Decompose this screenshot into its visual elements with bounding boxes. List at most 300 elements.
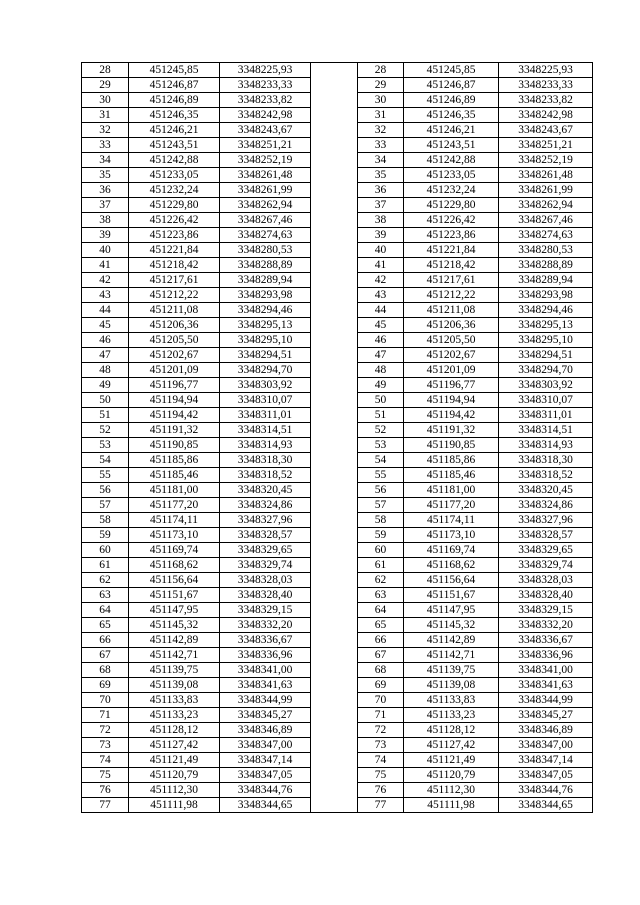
table-row (82, 258, 593, 273)
right-y-coordinate-cell: 3348311,01 (499, 408, 593, 423)
table-row (82, 453, 593, 468)
left-point-number-cell: 36 (82, 183, 129, 198)
table-row (82, 348, 593, 363)
table-row (82, 513, 593, 528)
left-x-coordinate-cell: 451211,08 (129, 303, 220, 318)
right-y-coordinate-cell: 3348314,93 (499, 438, 593, 453)
right-x-coordinate-cell: 451139,75 (404, 663, 499, 678)
column-gap (311, 588, 358, 603)
right-x-coordinate-cell: 451133,23 (404, 708, 499, 723)
left-y-coordinate-cell: 3348346,89 (220, 723, 311, 738)
left-y-coordinate-cell: 3348318,30 (220, 453, 311, 468)
left-point-number-cell: 62 (82, 573, 129, 588)
left-x-coordinate-cell: 451169,74 (129, 543, 220, 558)
right-y-coordinate-cell: 3348294,51 (499, 348, 593, 363)
right-y-coordinate-cell: 3348346,89 (499, 723, 593, 738)
table-row (82, 468, 593, 483)
right-y-coordinate-cell: 3348310,07 (499, 393, 593, 408)
left-point-number-cell: 28 (82, 63, 129, 78)
left-point-number-cell: 45 (82, 318, 129, 333)
column-gap (311, 333, 358, 348)
left-point-number-cell: 30 (82, 93, 129, 108)
left-point-number-cell: 33 (82, 138, 129, 153)
right-y-coordinate-cell: 3348336,67 (499, 633, 593, 648)
left-point-number-cell: 29 (82, 78, 129, 93)
table-row (82, 273, 593, 288)
table-row (82, 738, 593, 753)
table-row (82, 108, 593, 123)
table-row (82, 708, 593, 723)
left-y-coordinate-cell: 3348274,63 (220, 228, 311, 243)
right-y-coordinate-cell: 3348243,67 (499, 123, 593, 138)
left-x-coordinate-cell: 451111,98 (129, 798, 220, 813)
column-gap (311, 558, 358, 573)
left-point-number-cell: 51 (82, 408, 129, 423)
right-x-coordinate-cell: 451246,21 (404, 123, 499, 138)
right-x-coordinate-cell: 451147,95 (404, 603, 499, 618)
right-y-coordinate-cell: 3348294,70 (499, 363, 593, 378)
left-y-coordinate-cell: 3348294,46 (220, 303, 311, 318)
left-point-number-cell: 35 (82, 168, 129, 183)
right-point-number-cell: 61 (358, 558, 404, 573)
right-y-coordinate-cell: 3348344,99 (499, 693, 593, 708)
right-y-coordinate-cell: 3348320,45 (499, 483, 593, 498)
right-y-coordinate-cell: 3348261,48 (499, 168, 593, 183)
table-row (82, 423, 593, 438)
right-point-number-cell: 37 (358, 198, 404, 213)
right-x-coordinate-cell: 451218,42 (404, 258, 499, 273)
left-point-number-cell: 42 (82, 273, 129, 288)
column-gap (311, 168, 358, 183)
column-gap (311, 378, 358, 393)
left-x-coordinate-cell: 451133,83 (129, 693, 220, 708)
column-gap (311, 663, 358, 678)
right-y-coordinate-cell: 3348336,96 (499, 648, 593, 663)
left-x-coordinate-cell: 451127,42 (129, 738, 220, 753)
right-y-coordinate-cell: 3348332,20 (499, 618, 593, 633)
left-x-coordinate-cell: 451196,77 (129, 378, 220, 393)
right-y-coordinate-cell: 3348294,46 (499, 303, 593, 318)
table-row (82, 528, 593, 543)
left-y-coordinate-cell: 3348329,15 (220, 603, 311, 618)
left-point-number-cell: 32 (82, 123, 129, 138)
right-x-coordinate-cell: 451190,85 (404, 438, 499, 453)
right-point-number-cell: 63 (358, 588, 404, 603)
table-row (82, 573, 593, 588)
left-x-coordinate-cell: 451194,94 (129, 393, 220, 408)
left-y-coordinate-cell: 3348280,53 (220, 243, 311, 258)
left-point-number-cell: 34 (82, 153, 129, 168)
left-point-number-cell: 66 (82, 633, 129, 648)
left-point-number-cell: 67 (82, 648, 129, 663)
right-point-number-cell: 54 (358, 453, 404, 468)
left-x-coordinate-cell: 451194,42 (129, 408, 220, 423)
right-point-number-cell: 32 (358, 123, 404, 138)
left-x-coordinate-cell: 451242,88 (129, 153, 220, 168)
table-row (82, 633, 593, 648)
right-y-coordinate-cell: 3348344,65 (499, 798, 593, 813)
right-point-number-cell: 77 (358, 798, 404, 813)
column-gap (311, 123, 358, 138)
left-y-coordinate-cell: 3348336,96 (220, 648, 311, 663)
left-y-coordinate-cell: 3348327,96 (220, 513, 311, 528)
left-y-coordinate-cell: 3348242,98 (220, 108, 311, 123)
left-point-number-cell: 43 (82, 288, 129, 303)
left-y-coordinate-cell: 3348344,65 (220, 798, 311, 813)
right-point-number-cell: 74 (358, 753, 404, 768)
right-y-coordinate-cell: 3348347,14 (499, 753, 593, 768)
left-y-coordinate-cell: 3348314,93 (220, 438, 311, 453)
right-point-number-cell: 64 (358, 603, 404, 618)
left-x-coordinate-cell: 451145,32 (129, 618, 220, 633)
column-gap (311, 783, 358, 798)
column-gap (311, 633, 358, 648)
left-x-coordinate-cell: 451212,22 (129, 288, 220, 303)
table-row (82, 678, 593, 693)
right-x-coordinate-cell: 451212,22 (404, 288, 499, 303)
left-x-coordinate-cell: 451223,86 (129, 228, 220, 243)
left-point-number-cell: 54 (82, 453, 129, 468)
table-row (82, 648, 593, 663)
left-x-coordinate-cell: 451142,89 (129, 633, 220, 648)
left-y-coordinate-cell: 3348345,27 (220, 708, 311, 723)
table-row (82, 168, 593, 183)
table-row (82, 228, 593, 243)
right-x-coordinate-cell: 451191,32 (404, 423, 499, 438)
right-y-coordinate-cell: 3348252,19 (499, 153, 593, 168)
table-row (82, 138, 593, 153)
right-point-number-cell: 70 (358, 693, 404, 708)
right-y-coordinate-cell: 3348347,00 (499, 738, 593, 753)
left-y-coordinate-cell: 3348262,94 (220, 198, 311, 213)
table-row (82, 93, 593, 108)
right-x-coordinate-cell: 451112,30 (404, 783, 499, 798)
left-x-coordinate-cell: 451246,89 (129, 93, 220, 108)
column-gap (311, 723, 358, 738)
right-x-coordinate-cell: 451226,42 (404, 213, 499, 228)
left-x-coordinate-cell: 451202,67 (129, 348, 220, 363)
table-row (82, 768, 593, 783)
column-gap (311, 288, 358, 303)
left-x-coordinate-cell: 451177,20 (129, 498, 220, 513)
left-point-number-cell: 41 (82, 258, 129, 273)
left-y-coordinate-cell: 3348243,67 (220, 123, 311, 138)
left-point-number-cell: 69 (82, 678, 129, 693)
left-x-coordinate-cell: 451226,42 (129, 213, 220, 228)
left-y-coordinate-cell: 3348332,20 (220, 618, 311, 633)
left-y-coordinate-cell: 3348288,89 (220, 258, 311, 273)
right-point-number-cell: 57 (358, 498, 404, 513)
left-point-number-cell: 70 (82, 693, 129, 708)
right-x-coordinate-cell: 451243,51 (404, 138, 499, 153)
column-gap (311, 468, 358, 483)
column-gap (311, 93, 358, 108)
left-y-coordinate-cell: 3348233,82 (220, 93, 311, 108)
column-gap (311, 678, 358, 693)
left-x-coordinate-cell: 451133,23 (129, 708, 220, 723)
column-gap (311, 213, 358, 228)
column-gap (311, 603, 358, 618)
right-y-coordinate-cell: 3348318,30 (499, 453, 593, 468)
right-x-coordinate-cell: 451221,84 (404, 243, 499, 258)
column-gap (311, 798, 358, 813)
left-y-coordinate-cell: 3348252,19 (220, 153, 311, 168)
right-point-number-cell: 44 (358, 303, 404, 318)
right-point-number-cell: 42 (358, 273, 404, 288)
column-gap (311, 363, 358, 378)
left-y-coordinate-cell: 3348314,51 (220, 423, 311, 438)
left-y-coordinate-cell: 3348328,40 (220, 588, 311, 603)
right-x-coordinate-cell: 451201,09 (404, 363, 499, 378)
right-point-number-cell: 69 (358, 678, 404, 693)
right-point-number-cell: 36 (358, 183, 404, 198)
right-x-coordinate-cell: 451121,49 (404, 753, 499, 768)
left-x-coordinate-cell: 451185,46 (129, 468, 220, 483)
table-row (82, 63, 593, 78)
column-gap (311, 768, 358, 783)
right-point-number-cell: 49 (358, 378, 404, 393)
column-gap (311, 438, 358, 453)
right-point-number-cell: 43 (358, 288, 404, 303)
right-x-coordinate-cell: 451139,08 (404, 678, 499, 693)
left-y-coordinate-cell: 3348341,00 (220, 663, 311, 678)
left-y-coordinate-cell: 3348318,52 (220, 468, 311, 483)
column-gap (311, 498, 358, 513)
left-point-number-cell: 44 (82, 303, 129, 318)
right-point-number-cell: 51 (358, 408, 404, 423)
table-row (82, 753, 593, 768)
column-gap (311, 408, 358, 423)
left-x-coordinate-cell: 451139,08 (129, 678, 220, 693)
right-point-number-cell: 45 (358, 318, 404, 333)
left-point-number-cell: 50 (82, 393, 129, 408)
column-gap (311, 198, 358, 213)
table-row (82, 558, 593, 573)
left-x-coordinate-cell: 451128,12 (129, 723, 220, 738)
right-y-coordinate-cell: 3348233,82 (499, 93, 593, 108)
column-gap (311, 423, 358, 438)
right-x-coordinate-cell: 451211,08 (404, 303, 499, 318)
right-x-coordinate-cell: 451196,77 (404, 378, 499, 393)
right-x-coordinate-cell: 451245,85 (404, 63, 499, 78)
left-x-coordinate-cell: 451156,64 (129, 573, 220, 588)
right-point-number-cell: 46 (358, 333, 404, 348)
left-y-coordinate-cell: 3348251,21 (220, 138, 311, 153)
left-x-coordinate-cell: 451246,87 (129, 78, 220, 93)
right-point-number-cell: 35 (358, 168, 404, 183)
right-y-coordinate-cell: 3348324,86 (499, 498, 593, 513)
right-point-number-cell: 56 (358, 483, 404, 498)
right-x-coordinate-cell: 451229,80 (404, 198, 499, 213)
right-x-coordinate-cell: 451185,46 (404, 468, 499, 483)
right-y-coordinate-cell: 3348329,65 (499, 543, 593, 558)
right-point-number-cell: 52 (358, 423, 404, 438)
right-x-coordinate-cell: 451151,67 (404, 588, 499, 603)
left-y-coordinate-cell: 3348261,99 (220, 183, 311, 198)
left-point-number-cell: 58 (82, 513, 129, 528)
right-x-coordinate-cell: 451173,10 (404, 528, 499, 543)
left-x-coordinate-cell: 451205,50 (129, 333, 220, 348)
right-y-coordinate-cell: 3348262,94 (499, 198, 593, 213)
table-row (82, 783, 593, 798)
left-y-coordinate-cell: 3348329,74 (220, 558, 311, 573)
left-y-coordinate-cell: 3348329,65 (220, 543, 311, 558)
right-point-number-cell: 29 (358, 78, 404, 93)
right-y-coordinate-cell: 3348289,94 (499, 273, 593, 288)
right-x-coordinate-cell: 451181,00 (404, 483, 499, 498)
left-y-coordinate-cell: 3348295,13 (220, 318, 311, 333)
right-y-coordinate-cell: 3348328,57 (499, 528, 593, 543)
right-y-coordinate-cell: 3348233,33 (499, 78, 593, 93)
right-y-coordinate-cell: 3348329,15 (499, 603, 593, 618)
right-x-coordinate-cell: 451246,89 (404, 93, 499, 108)
right-x-coordinate-cell: 451156,64 (404, 573, 499, 588)
right-x-coordinate-cell: 451223,86 (404, 228, 499, 243)
left-point-number-cell: 76 (82, 783, 129, 798)
column-gap (311, 573, 358, 588)
table-row (82, 213, 593, 228)
table-row (82, 288, 593, 303)
left-point-number-cell: 48 (82, 363, 129, 378)
left-x-coordinate-cell: 451191,32 (129, 423, 220, 438)
right-x-coordinate-cell: 451127,42 (404, 738, 499, 753)
column-gap (311, 513, 358, 528)
right-x-coordinate-cell: 451246,35 (404, 108, 499, 123)
left-point-number-cell: 46 (82, 333, 129, 348)
left-point-number-cell: 31 (82, 108, 129, 123)
left-point-number-cell: 73 (82, 738, 129, 753)
table-row (82, 588, 593, 603)
right-x-coordinate-cell: 451202,67 (404, 348, 499, 363)
right-x-coordinate-cell: 451194,42 (404, 408, 499, 423)
table-row (82, 303, 593, 318)
left-point-number-cell: 77 (82, 798, 129, 813)
left-y-coordinate-cell: 3348347,05 (220, 768, 311, 783)
left-point-number-cell: 71 (82, 708, 129, 723)
table-row (82, 318, 593, 333)
column-gap (311, 63, 358, 78)
column-gap (311, 228, 358, 243)
table-row (82, 408, 593, 423)
right-y-coordinate-cell: 3348347,05 (499, 768, 593, 783)
right-x-coordinate-cell: 451185,86 (404, 453, 499, 468)
right-y-coordinate-cell: 3348344,76 (499, 783, 593, 798)
right-y-coordinate-cell: 3348303,92 (499, 378, 593, 393)
right-x-coordinate-cell: 451174,11 (404, 513, 499, 528)
left-y-coordinate-cell: 3348311,01 (220, 408, 311, 423)
right-point-number-cell: 41 (358, 258, 404, 273)
right-y-coordinate-cell: 3348314,51 (499, 423, 593, 438)
left-y-coordinate-cell: 3348303,92 (220, 378, 311, 393)
left-point-number-cell: 61 (82, 558, 129, 573)
right-y-coordinate-cell: 3348329,74 (499, 558, 593, 573)
column-gap (311, 138, 358, 153)
table-row (82, 693, 593, 708)
left-x-coordinate-cell: 451233,05 (129, 168, 220, 183)
left-x-coordinate-cell: 451232,24 (129, 183, 220, 198)
column-gap (311, 108, 358, 123)
right-point-number-cell: 75 (358, 768, 404, 783)
right-x-coordinate-cell: 451233,05 (404, 168, 499, 183)
left-y-coordinate-cell: 3348225,93 (220, 63, 311, 78)
left-x-coordinate-cell: 451246,21 (129, 123, 220, 138)
left-point-number-cell: 39 (82, 228, 129, 243)
right-x-coordinate-cell: 451217,61 (404, 273, 499, 288)
right-x-coordinate-cell: 451242,88 (404, 153, 499, 168)
right-x-coordinate-cell: 451169,74 (404, 543, 499, 558)
left-y-coordinate-cell: 3348294,51 (220, 348, 311, 363)
left-y-coordinate-cell: 3348347,00 (220, 738, 311, 753)
right-point-number-cell: 47 (358, 348, 404, 363)
column-gap (311, 648, 358, 663)
right-x-coordinate-cell: 451111,98 (404, 798, 499, 813)
column-gap (311, 348, 358, 363)
right-x-coordinate-cell: 451120,79 (404, 768, 499, 783)
right-x-coordinate-cell: 451133,83 (404, 693, 499, 708)
table-row (82, 123, 593, 138)
left-x-coordinate-cell: 451206,36 (129, 318, 220, 333)
left-x-coordinate-cell: 451120,79 (129, 768, 220, 783)
left-point-number-cell: 65 (82, 618, 129, 633)
left-point-number-cell: 40 (82, 243, 129, 258)
right-y-coordinate-cell: 3348341,00 (499, 663, 593, 678)
table-row (82, 603, 593, 618)
right-point-number-cell: 48 (358, 363, 404, 378)
table-row (82, 78, 593, 93)
table-row (82, 723, 593, 738)
column-gap (311, 183, 358, 198)
right-x-coordinate-cell: 451142,71 (404, 648, 499, 663)
left-x-coordinate-cell: 451246,35 (129, 108, 220, 123)
left-x-coordinate-cell: 451243,51 (129, 138, 220, 153)
left-point-number-cell: 68 (82, 663, 129, 678)
left-point-number-cell: 59 (82, 528, 129, 543)
right-point-number-cell: 66 (358, 633, 404, 648)
left-y-coordinate-cell: 3348261,48 (220, 168, 311, 183)
left-y-coordinate-cell: 3348324,86 (220, 498, 311, 513)
column-gap (311, 738, 358, 753)
right-point-number-cell: 31 (358, 108, 404, 123)
column-gap (311, 273, 358, 288)
right-x-coordinate-cell: 451205,50 (404, 333, 499, 348)
left-y-coordinate-cell: 3348293,98 (220, 288, 311, 303)
right-x-coordinate-cell: 451194,94 (404, 393, 499, 408)
left-y-coordinate-cell: 3348347,14 (220, 753, 311, 768)
right-point-number-cell: 55 (358, 468, 404, 483)
left-point-number-cell: 55 (82, 468, 129, 483)
right-y-coordinate-cell: 3348267,46 (499, 213, 593, 228)
right-point-number-cell: 34 (358, 153, 404, 168)
left-point-number-cell: 72 (82, 723, 129, 738)
column-gap (311, 543, 358, 558)
left-y-coordinate-cell: 3348320,45 (220, 483, 311, 498)
table-row (82, 438, 593, 453)
right-y-coordinate-cell: 3348261,99 (499, 183, 593, 198)
left-x-coordinate-cell: 451218,42 (129, 258, 220, 273)
column-gap (311, 453, 358, 468)
right-y-coordinate-cell: 3348328,03 (499, 573, 593, 588)
right-y-coordinate-cell: 3348225,93 (499, 63, 593, 78)
table-row (82, 543, 593, 558)
right-point-number-cell: 38 (358, 213, 404, 228)
right-point-number-cell: 67 (358, 648, 404, 663)
left-y-coordinate-cell: 3348336,67 (220, 633, 311, 648)
left-y-coordinate-cell: 3348344,76 (220, 783, 311, 798)
right-point-number-cell: 40 (358, 243, 404, 258)
left-point-number-cell: 52 (82, 423, 129, 438)
left-y-coordinate-cell: 3348267,46 (220, 213, 311, 228)
right-y-coordinate-cell: 3348341,63 (499, 678, 593, 693)
